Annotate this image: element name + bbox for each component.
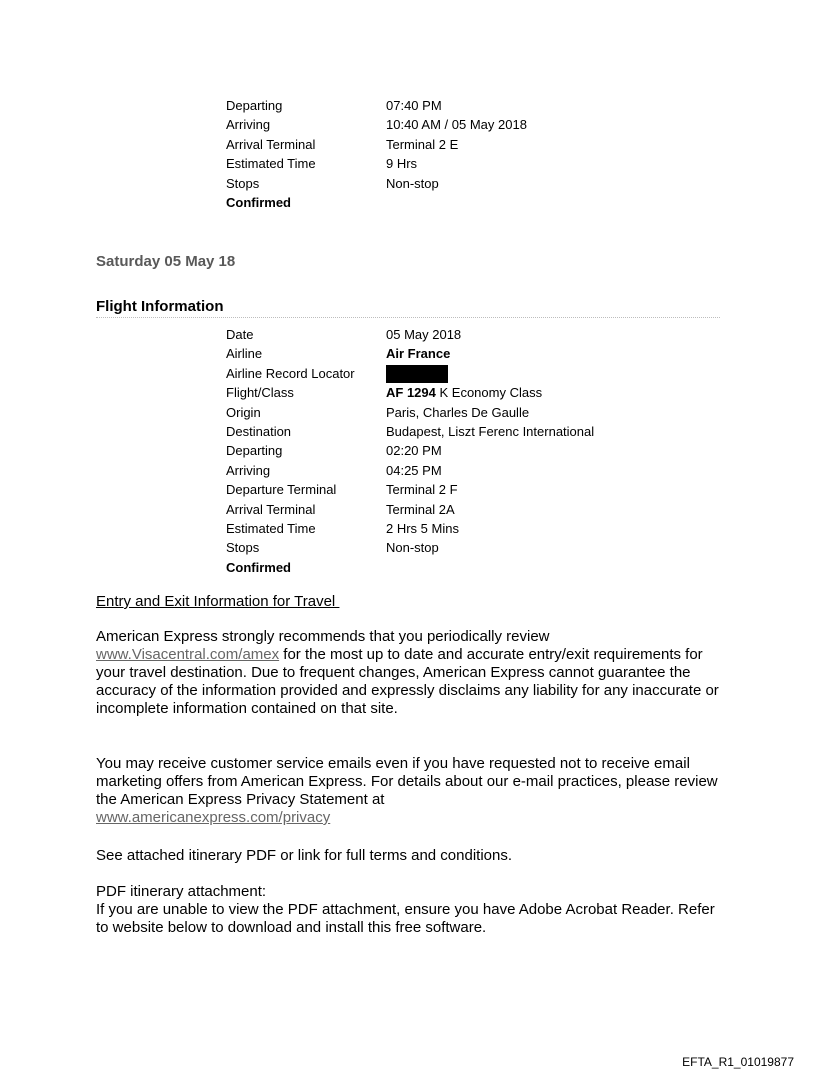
stops-label: Stops bbox=[226, 175, 260, 191]
arrival-terminal-value: Terminal 2 E bbox=[386, 136, 459, 152]
flight-class-label: Flight/Class bbox=[226, 385, 294, 401]
detail-row bbox=[226, 500, 594, 519]
flight-information-details bbox=[226, 325, 594, 577]
detail-row bbox=[226, 193, 527, 212]
detail-row bbox=[226, 174, 527, 193]
date-value: 05 May 2018 bbox=[386, 327, 462, 342]
destination-label: Destination bbox=[226, 423, 292, 439]
detail-row bbox=[226, 115, 527, 134]
pdf-title: PDF itinerary attachment: bbox=[96, 883, 267, 900]
estimated-time-value: 9 Hrs bbox=[386, 156, 418, 172]
arriving-label: Arriving bbox=[226, 462, 271, 478]
booking-status: Confirmed bbox=[226, 559, 291, 575]
detail-row bbox=[226, 154, 527, 173]
departing-value: 07:40 PM bbox=[386, 98, 442, 113]
arriving-value: 10:40 AM / 05 May 2018 bbox=[386, 117, 527, 133]
detail-row bbox=[226, 480, 594, 499]
arrival-terminal-label: Arrival Terminal bbox=[226, 136, 316, 152]
document-id: EFTA_R1_01019877 bbox=[682, 1055, 794, 1069]
airline-value: Air France bbox=[386, 346, 451, 362]
estimated-time-value: 2 Hrs 5 Mins bbox=[386, 520, 459, 536]
stops-value: Non-stop bbox=[386, 175, 439, 191]
detail-row bbox=[226, 441, 594, 460]
redaction-block bbox=[386, 365, 448, 383]
origin-label: Origin bbox=[226, 404, 261, 420]
detail-row bbox=[226, 403, 594, 422]
origin-value: Paris, Charles De Gaulle bbox=[386, 404, 530, 420]
detail-row bbox=[226, 135, 527, 154]
entry-exit-paragraph bbox=[96, 628, 726, 718]
visacentral-link[interactable]: www.Visacentral.com/amex bbox=[96, 646, 280, 663]
detail-row bbox=[226, 325, 594, 344]
arriving-label: Arriving bbox=[226, 117, 271, 133]
terms-paragraph: See attached itinerary PDF or link for full terms and conditions. bbox=[96, 847, 513, 864]
departing-label: Departing bbox=[226, 443, 283, 459]
arrival-terminal-value: Terminal 2A bbox=[386, 501, 455, 517]
entry-exit-text-before: American Express strongly recommends that you periodically review bbox=[96, 628, 550, 645]
privacy-text: You may receive customer service emails even if you have requested not to receive email marketing offers from American Express. For details about our e-mail practices, please review the American Express Privacy Statement at bbox=[96, 755, 718, 808]
departure-terminal-label: Departure Terminal bbox=[226, 482, 337, 498]
date-label: Date bbox=[226, 327, 254, 342]
class-text: K Economy Class bbox=[435, 385, 543, 401]
arriving-value: 04:25 PM bbox=[386, 462, 442, 478]
detail-row bbox=[226, 538, 594, 557]
entry-exit-text-after: for the most up to date and accurate entry/exit requirements for your travel destination. Due to frequent changes, American Express cannot guarantee the accuracy of the information provided and expressly disclaims any liability for any inaccurate or incomplete information contained on that site. bbox=[96, 646, 719, 717]
detail-row bbox=[226, 422, 594, 441]
detail-row bbox=[226, 461, 594, 480]
departure-terminal-value: Terminal 2 F bbox=[386, 482, 458, 498]
detail-row bbox=[226, 344, 594, 363]
destination-value: Budapest, Liszt Ferenc International bbox=[386, 423, 595, 439]
arrival-terminal-label: Arrival Terminal bbox=[226, 501, 316, 517]
detail-row bbox=[226, 383, 594, 402]
record-locator-label: Airline Record Locator bbox=[226, 365, 355, 381]
flight-information-heading: Flight Information bbox=[96, 298, 720, 318]
flight-number: AF 1294 bbox=[386, 385, 436, 401]
stops-label: Stops bbox=[226, 540, 260, 556]
previous-flight-details bbox=[226, 96, 527, 212]
detail-row bbox=[226, 364, 594, 383]
day-heading: Saturday 05 May 18 bbox=[96, 253, 236, 270]
flight-class-value bbox=[386, 383, 594, 402]
airline-label: Airline bbox=[226, 346, 263, 362]
departing-label: Departing bbox=[226, 98, 283, 113]
pdf-text: If you are unable to view the PDF attachment, ensure you have Adobe Acrobat Reader. Refer to website below to download and install this free software. bbox=[96, 901, 715, 936]
privacy-link[interactable]: www.americanexpress.com/privacy bbox=[96, 809, 331, 826]
privacy-paragraph bbox=[96, 755, 726, 827]
pdf-paragraph bbox=[96, 883, 726, 937]
booking-status: Confirmed bbox=[226, 194, 291, 210]
departing-value: 02:20 PM bbox=[386, 443, 442, 459]
entry-exit-heading: Entry and Exit Information for Travel bbox=[96, 593, 340, 610]
detail-row bbox=[226, 519, 594, 538]
detail-row bbox=[226, 96, 527, 115]
record-locator-value bbox=[386, 364, 594, 383]
detail-row bbox=[226, 558, 594, 577]
estimated-time-label: Estimated Time bbox=[226, 520, 316, 536]
estimated-time-label: Estimated Time bbox=[226, 156, 316, 172]
stops-value: Non-stop bbox=[386, 540, 439, 556]
